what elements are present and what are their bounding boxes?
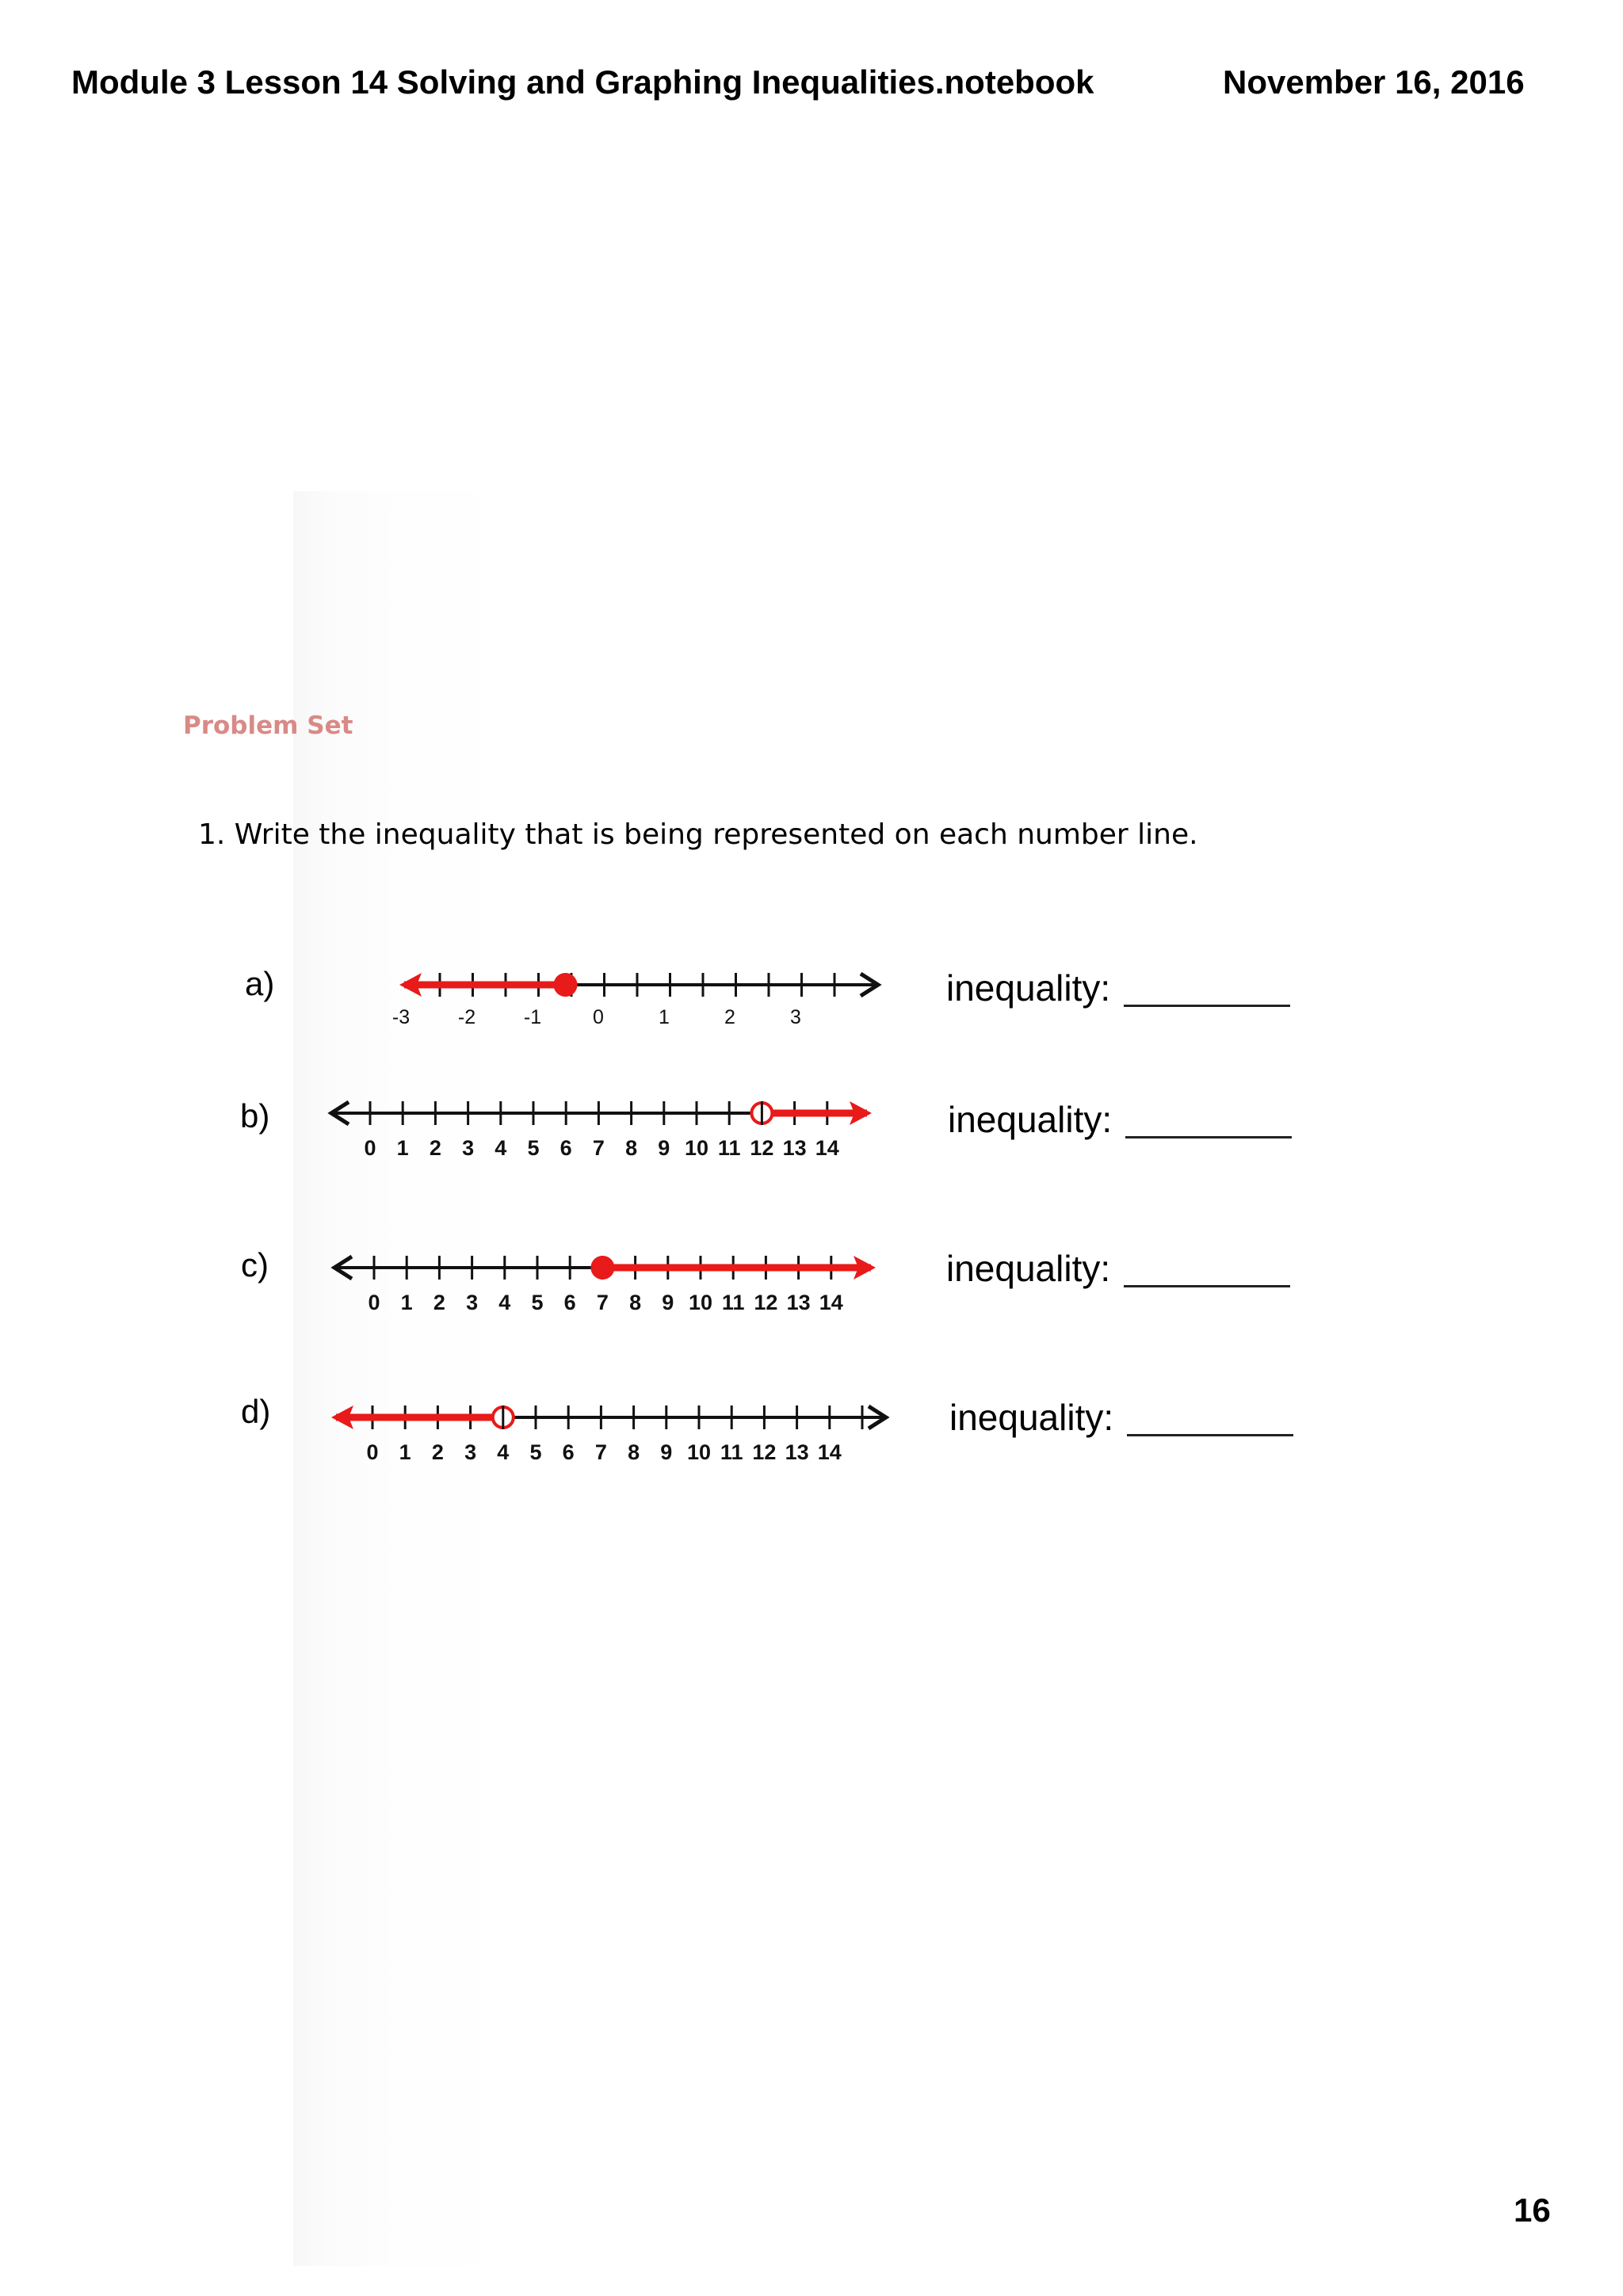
- number-line-d-tick-label: 3: [464, 1440, 477, 1464]
- number-line-c-tick-label: 2: [433, 1291, 445, 1314]
- problem-d-label: d): [241, 1393, 271, 1430]
- number-line-b-tick-label: 11: [717, 1136, 741, 1160]
- number-line-d-tick-label: 7: [594, 1440, 607, 1464]
- number-line-c-tick-label: 6: [563, 1291, 576, 1314]
- number-line-d-tick-label: 5: [529, 1440, 542, 1464]
- number-line-c-tick-label: 14: [819, 1291, 843, 1314]
- number-line-c-tick-label: 7: [596, 1291, 609, 1314]
- inequality-label-a: inequality:: [946, 967, 1111, 1009]
- number-line-c-tick-label: 0: [368, 1291, 380, 1314]
- page-number: 16: [1514, 2191, 1551, 2229]
- number-line-b-tick-label: 7: [592, 1136, 605, 1160]
- document-title: Module 3 Lesson 14 Solving and Graphing Inequalities.notebook: [71, 63, 1094, 101]
- number-line-d: [317, 1384, 903, 1479]
- number-line-d-tick-label: 8: [628, 1440, 640, 1464]
- answer-blank-d[interactable]: [1127, 1434, 1293, 1436]
- number-line-a-tick-label: 2: [724, 1006, 735, 1028]
- number-line-c-tick-label: 5: [531, 1291, 544, 1314]
- number-line-c-tick-label: 13: [786, 1291, 811, 1314]
- number-line-b-tick-label: 0: [364, 1136, 376, 1160]
- problem-instruction: 1. Write the inequality that is being represented on each number line.: [198, 818, 1198, 851]
- number-line-c-tick-label: 8: [629, 1291, 642, 1314]
- number-line-a-tick-label: -1: [523, 1006, 542, 1028]
- number-line-a-tick-label: 0: [593, 1006, 604, 1028]
- number-line-d-tick-label: 2: [431, 1440, 444, 1464]
- number-line-c-tick-label: 3: [466, 1291, 479, 1314]
- document-date: November 16, 2016: [1223, 63, 1525, 101]
- number-line-a-closed-point: [554, 973, 578, 997]
- number-line-b-tick-label: 14: [815, 1136, 839, 1160]
- inequality-label-b: inequality:: [948, 1099, 1113, 1140]
- number-line-b: [317, 1081, 903, 1177]
- number-line-b-tick-label: 6: [559, 1136, 572, 1160]
- number-line-d-tick-label: 11: [720, 1440, 743, 1464]
- problem-set-title: Problem Set: [183, 711, 353, 740]
- number-line-d-tick-label: 1: [399, 1440, 411, 1464]
- number-line-b-tick-label: 5: [527, 1136, 540, 1160]
- number-line-b-tick-label: 13: [782, 1136, 807, 1160]
- number-line-b-tick-label: 10: [684, 1136, 709, 1160]
- number-line-b-tick-label: 9: [658, 1136, 670, 1160]
- number-line-c-tick-label: 1: [400, 1291, 413, 1314]
- number-line-c-tick-label: 12: [754, 1291, 778, 1314]
- number-line-d-tick-label: 13: [785, 1440, 809, 1464]
- number-line-c-tick-label: 4: [498, 1291, 511, 1314]
- number-line-c: [317, 1236, 903, 1331]
- number-line-a-tick-label: -2: [457, 1006, 476, 1028]
- number-line-a-tick-label: 1: [659, 1006, 670, 1028]
- number-line-b-tick-label: 8: [625, 1136, 638, 1160]
- answer-blank-a[interactable]: [1124, 1005, 1290, 1007]
- number-line-b-tick-label: 3: [462, 1136, 475, 1160]
- number-line-a: [317, 951, 903, 1046]
- number-line-d-tick-label: 10: [686, 1440, 712, 1464]
- number-line-d-tick-label: 12: [752, 1440, 777, 1464]
- number-line-b-tick-label: 4: [495, 1136, 507, 1160]
- number-line-c-tick-label: 11: [721, 1291, 745, 1314]
- problem-c-label: c): [241, 1246, 269, 1283]
- number-line-b-tick-label: 1: [396, 1136, 409, 1160]
- number-line-d-tick-label: 4: [497, 1440, 510, 1464]
- notebook-slide: [293, 491, 1514, 2266]
- number-line-d-tick-label: 9: [660, 1440, 673, 1464]
- inequality-label-c: inequality:: [946, 1248, 1111, 1289]
- number-line-b-tick-label: 12: [750, 1136, 774, 1160]
- number-line-c-tick-label: 9: [662, 1291, 674, 1314]
- answer-blank-b[interactable]: [1125, 1136, 1292, 1138]
- number-line-d-tick-label: 6: [562, 1440, 575, 1464]
- answer-blank-c[interactable]: [1124, 1285, 1290, 1287]
- number-line-d-tick-label: 0: [366, 1440, 379, 1464]
- number-line-d-tick-label: 14: [817, 1440, 842, 1464]
- number-line-c-tick-label: 10: [688, 1291, 713, 1314]
- number-line-c-closed-point: [590, 1256, 614, 1280]
- number-line-a-tick-label: -3: [391, 1006, 411, 1028]
- inequality-label-d: inequality:: [949, 1397, 1114, 1438]
- problem-a-label: a): [245, 965, 275, 1002]
- number-line-a-tick-label: 3: [790, 1006, 801, 1028]
- problem-b-label: b): [240, 1097, 270, 1135]
- number-line-b-tick-label: 2: [429, 1136, 441, 1160]
